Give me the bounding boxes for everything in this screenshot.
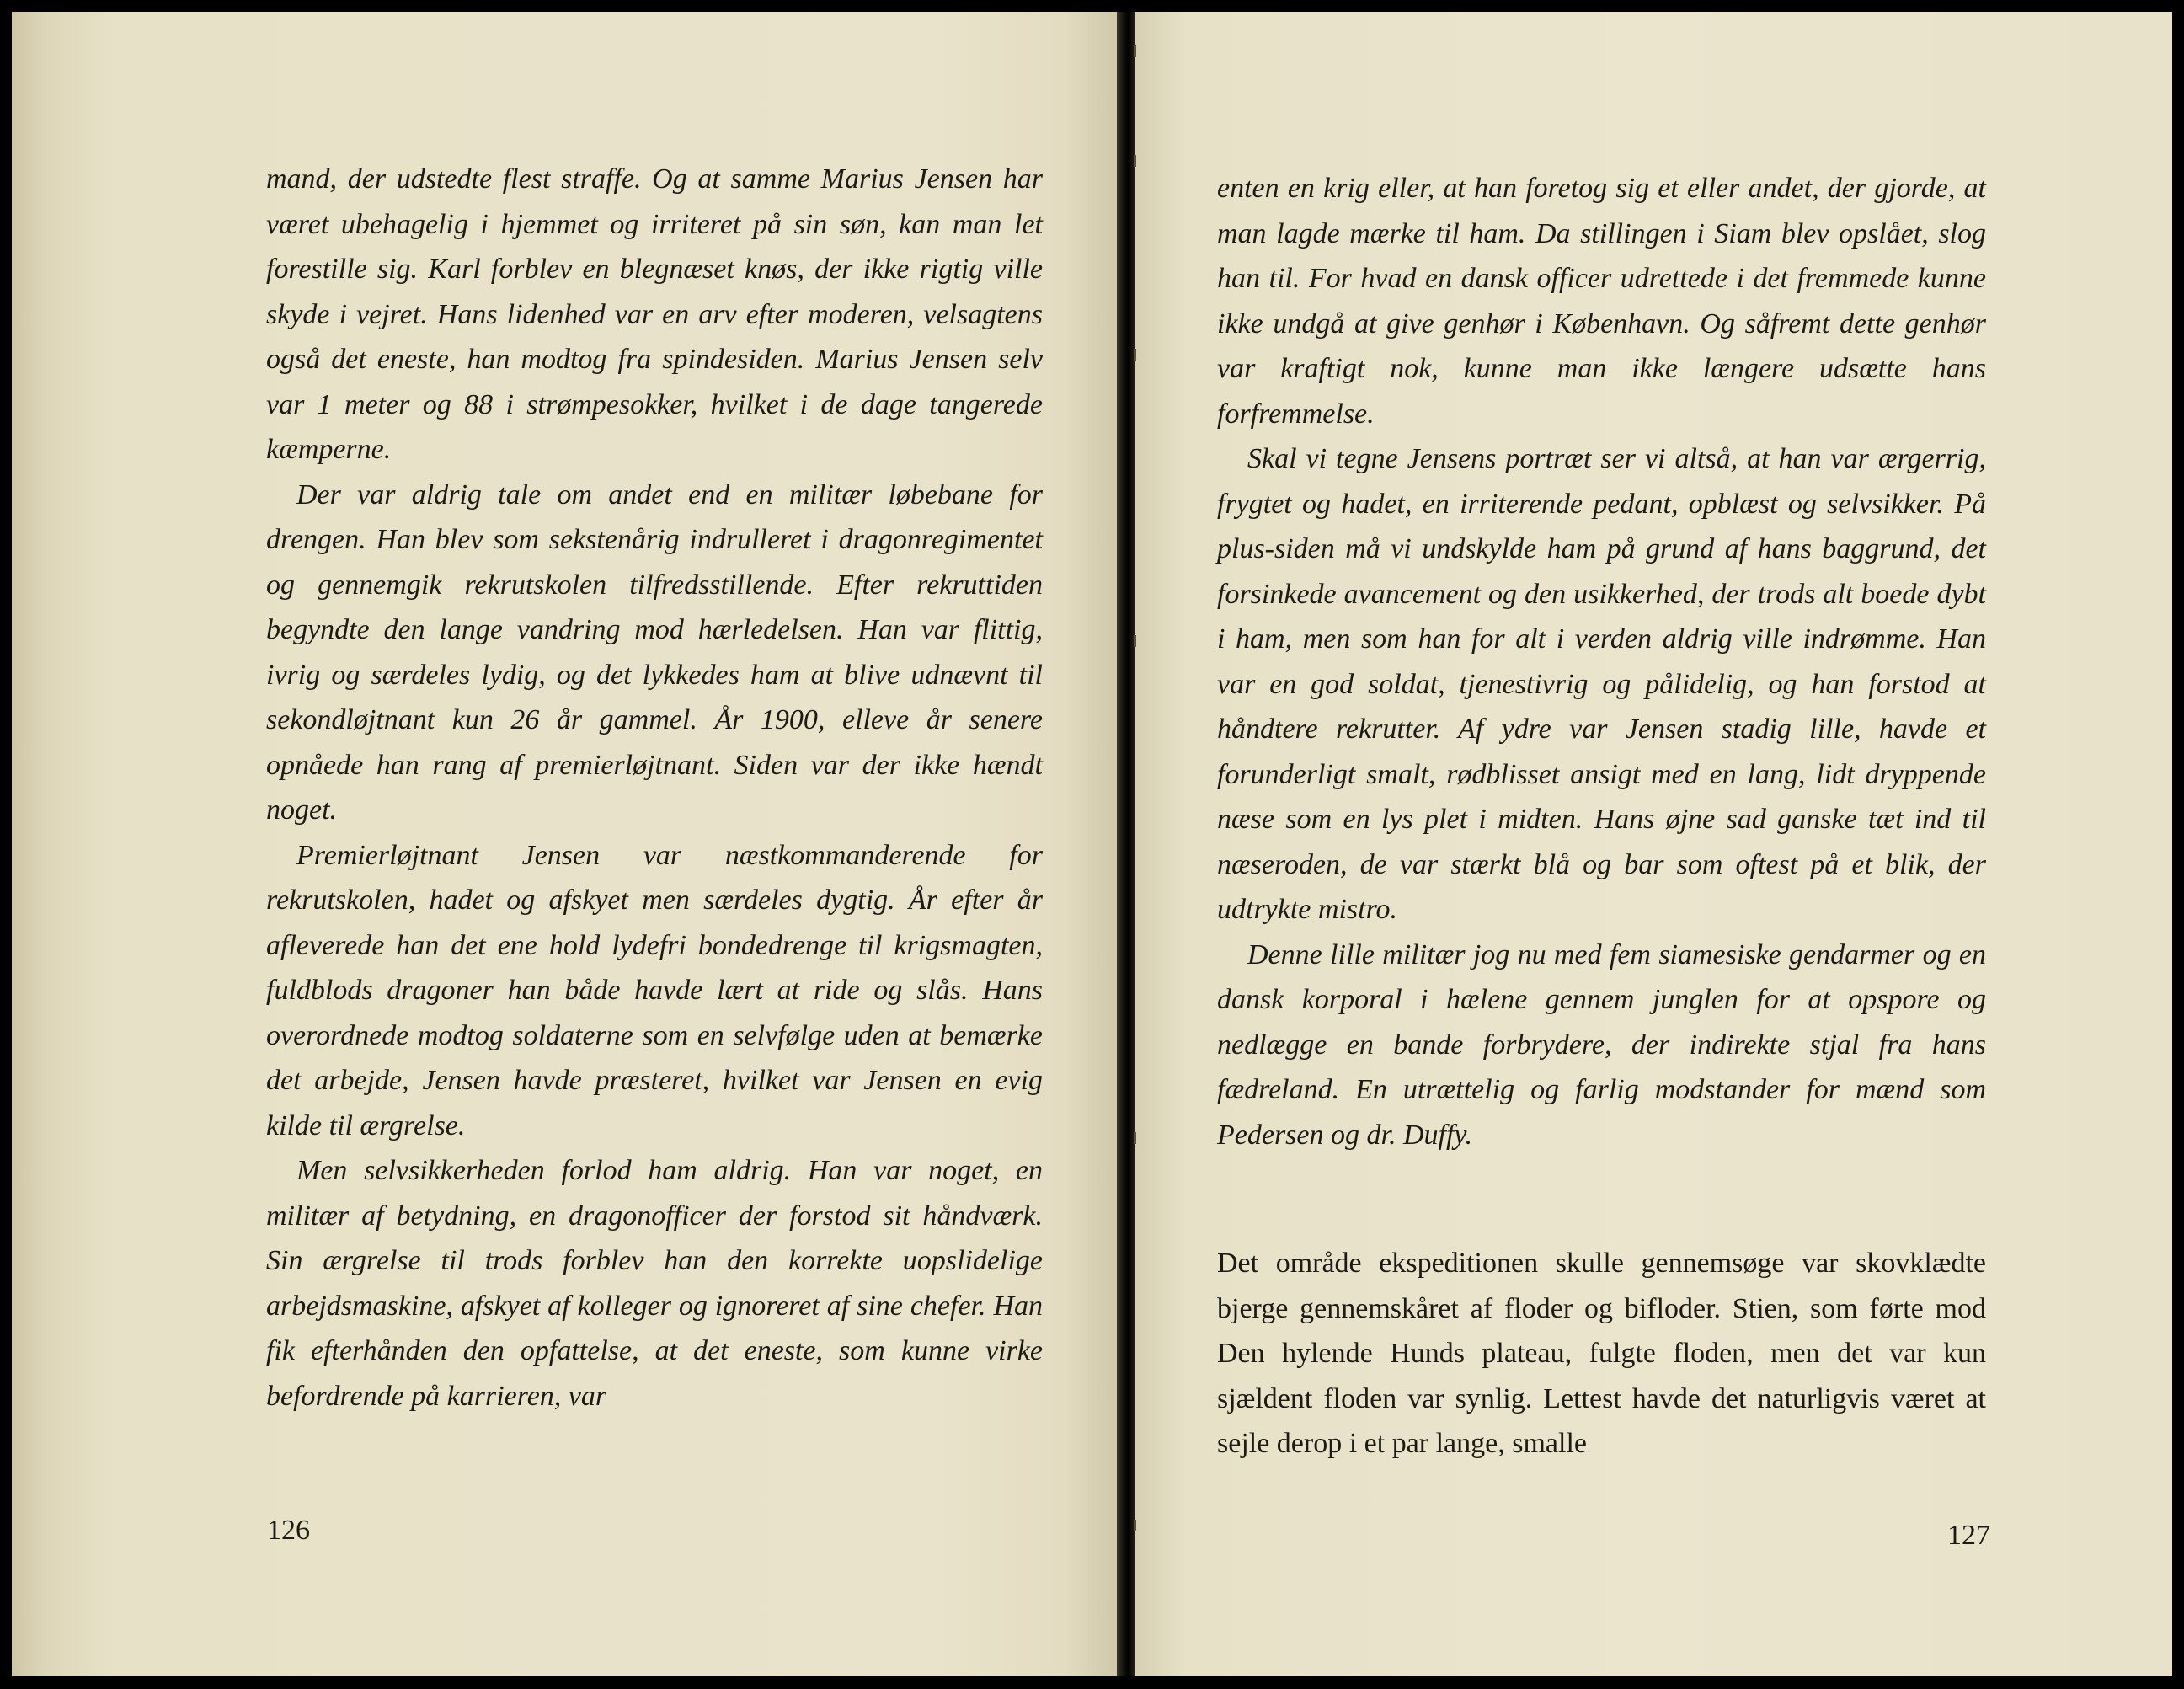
right-page-italic-text [1217, 166, 1986, 1157]
margin-mark [1134, 155, 1136, 167]
margin-mark [1134, 349, 1136, 361]
paragraph: enten en krig eller, at han foretog sig et eller andet, der gjorde, at man lagde mærke til ham. Da stillingen i Siam blev opslået, slog han til. For hvad en dansk officer udrettede i det fremmede kunne ikke undgå at give genhør i København. Og såfremt dette genhør var kraftigt nok, kunne man ikke længere udsætte hans forfremmelse. [1217, 173, 1986, 430]
paragraph: Skal vi tegne Jensens portræt ser vi altså, at han var ærgerrig, frygtet og hadet, en irriterende pedant, opblæst og selvsikker. På plus-siden må vi undskylde ham på grund af hans baggrund, det forsinkede avancement og den usikkerhed, der trods alt boede dybt i ham, men som han for alt i verden aldrig ville indrømme. Han var en god soldat, tjenestivrig og pålidelig, og han forstod at håndtere rekrutter. Af ydre var Jensen stadig lille, havde et forunderligt smalt, rødblisset ansigt med en lang, lidt dryppende næse som en lys plet i midten. Hans øjne sad ganske tæt ind til næseroden, de var stærkt blå og bar som oftest på et blik, der udtrykte mistro. [1217, 443, 1986, 925]
paragraph: Det område ekspeditionen skulle gennemsøge var skovklædte bjerge gennemskåret af floder og bifloder. Stien, som førte mod Den hylende Hunds plateau, fulgte floden, men det var kun sjældent floden var synlig. Lettest havde det naturligvis været at sejle derop i et par lange, smalle [1217, 1248, 1986, 1459]
left-page [12, 12, 1117, 1676]
left-page-text [266, 157, 1043, 1419]
page-number-left: 126 [267, 1515, 310, 1546]
right-page-roman-text [1217, 1241, 1986, 1467]
right-page [1135, 12, 2172, 1676]
margin-mark [1134, 635, 1136, 647]
paragraph: mand, der udstedte flest straffe. Og at samme Marius Jensen har været ubehagelig i hjemmet og irriteret på sin søn, kan man let forestille sig. Karl forblev en blegnæset knøs, der ikke rigtig ville skyde i vejret. Hans lidenhed var en arv efter moderen, velsagtens også det eneste, han modtog fra spindesiden. Marius Jensen selv var 1 meter og 88 i strømpesokker, hvilket i de dage tangerede kæmperne. [266, 163, 1043, 465]
paragraph: Men selvsikkerheden forlod ham aldrig. Han var noget, en militær af betydning, en dragonofficer der forstod sit håndværk. Sin ærgrelse til trods forblev han den korrekte uopslidelige arbejdsmaskine, afskyet af kolleger og ignoreret af sine chefer. Han fik efterhånden den opfattelse, at det eneste, som kunne virke befordrende på karrieren, var [266, 1155, 1043, 1412]
margin-mark [1134, 1520, 1136, 1531]
paragraph: Denne lille militær jog nu med fem siamesiske gendarmer og en dansk korporal i hælene gennem junglen for at opspore og nedlægge en bande forbrydere, der indirekte stjal fra hans fædreland. En utrættelig og farlig modstander for mænd som Pedersen og dr. Duffy. [1217, 938, 1986, 1151]
book-gutter [1117, 12, 1135, 1676]
paragraph: Premierløjtnant Jensen var næstkommanderende for rekrutskolen, hadet og afskyet men særdeles dygtig. År efter år afleverede han det ene hold lydefri bondedrenge til krigsmagten, fuldblods dragoner han både havde lært at ride og slås. Hans overordnede modtog soldaterne som en selvfølge uden at bemærke det arbejde, Jensen havde præsteret, hvilket var Jensen en evig kilde til ærgrelse. [266, 839, 1043, 1141]
paragraph: Der var aldrig tale om andet end en militær løbebane for drengen. Han blev som sekstenårig indrulleret i dragonregimentet og gennemgik rekrutskolen tilfredsstillende. Efter rekruttiden begyndte den lange vandring mod hærledelsen. Han var flittig, ivrig og særdeles lydig, og det lykkedes ham at blive udnævnt til sekondløjtnant kun 26 år gammel. År 1900, elleve år senere opnåede han rang af premierløjtnant. Siden var der ikke hændt noget. [266, 478, 1043, 826]
page-number-right: 127 [1947, 1520, 1990, 1551]
margin-mark [1134, 1132, 1136, 1144]
margin-mark [1134, 45, 1136, 57]
